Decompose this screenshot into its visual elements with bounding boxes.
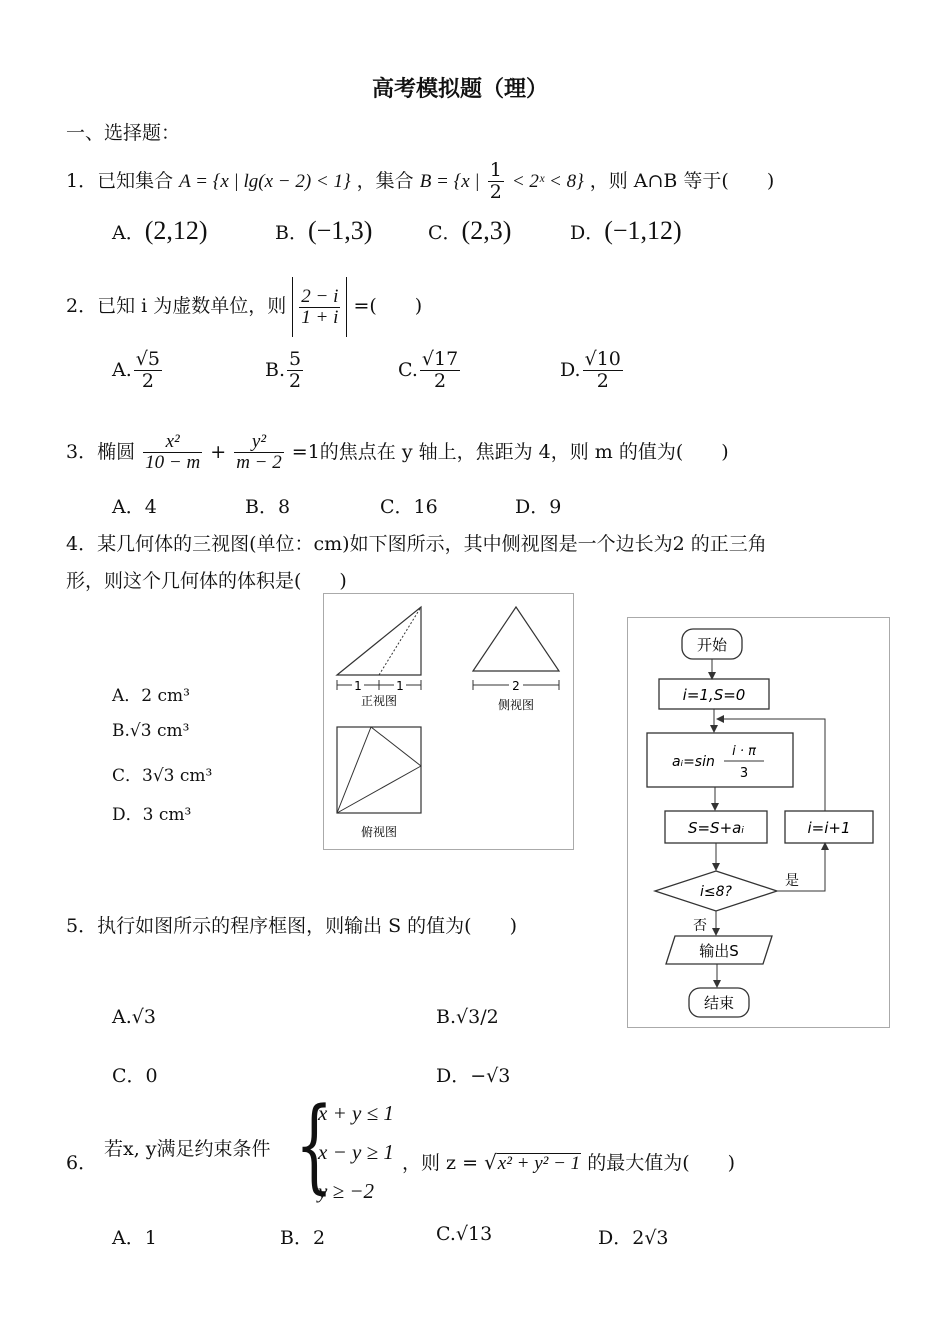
side-view-label: 侧视图: [497, 698, 535, 712]
q2-tail: =( ): [353, 295, 423, 317]
q2-prefix: 2．已知 i 为虚数单位，则: [66, 295, 287, 317]
section-heading: 一、选择题：: [66, 122, 181, 144]
q1-set-b-left: B = {x |: [419, 171, 480, 192]
q1-option-d[interactable]: D．(−1,12): [570, 216, 682, 245]
q1-option-b-value: (−1,3): [307, 216, 373, 245]
front-dim-1: 1: [354, 679, 362, 693]
q6-prefix: 若x, y满足约束条件: [104, 1138, 271, 1160]
q6-option-b[interactable]: B．2: [280, 1227, 326, 1249]
flow-yes-label: 是: [785, 873, 799, 889]
q2-option-c[interactable]: C. $\frac{√17}{2}$: [398, 348, 459, 392]
flow-calc-denominator: 3: [739, 766, 749, 781]
q6-tail: 的最大值为( ): [587, 1152, 736, 1174]
q5-option-d[interactable]: D．−√3: [436, 1065, 511, 1087]
flow-init-label: i=1,S=0: [682, 686, 746, 704]
question-1: [66, 160, 774, 203]
three-view-figure: [323, 593, 574, 850]
question-3: 3．椭圆 $\frac{\text{x²}}{10 - m}$ + $\frac{\text{y²}}{m - 2}$ =1的焦点在 y 轴上，焦距为 4，则 m 的值为( ): [66, 431, 729, 474]
flowchart-figure: [627, 617, 890, 1028]
q1-tail: ，则 A∩B 等于( ): [589, 170, 775, 192]
q4-option-c[interactable]: C．3√3 cm³: [112, 766, 213, 786]
q4-option-a[interactable]: A．2 cm³: [112, 686, 190, 706]
q6-constraint-3: y ≥ −2: [318, 1179, 375, 1203]
q1-option-c[interactable]: C．(2,3): [428, 216, 512, 245]
page-title: 高考模拟题（理）: [372, 76, 549, 102]
q3-option-c[interactable]: C．16: [380, 496, 438, 518]
front-dim-2: 1: [396, 679, 404, 693]
question-2: [66, 276, 422, 337]
flow-incr-label: i=i+1: [807, 819, 851, 837]
q5-option-a[interactable]: A.√3: [112, 1006, 156, 1028]
q1-mid: ，集合: [356, 170, 414, 192]
flow-decision-label: i≤8?: [700, 884, 732, 900]
q3-prefix: 3．椭圆: [66, 441, 136, 463]
q1-fraction: $\frac{1}{2}$: [489, 159, 502, 204]
q6-option-c[interactable]: C.√13: [436, 1223, 493, 1245]
flow-end-label: 结束: [703, 994, 735, 1012]
front-view-label: 正视图: [360, 694, 398, 708]
q6-option-a[interactable]: A．1: [112, 1227, 157, 1249]
flow-output-label: 输出S: [699, 942, 739, 960]
q3-option-d[interactable]: D．9: [515, 496, 562, 518]
q1-option-a[interactable]: A．(2,12): [112, 216, 208, 245]
q6-expression: [402, 1148, 735, 1175]
flow-start-label: 开始: [696, 636, 728, 654]
q5-option-b[interactable]: B.√3/2: [436, 1006, 499, 1028]
q5-text: 5．执行如图所示的程序框图，则输出 S 的值为( ): [66, 915, 518, 937]
q6-number: 6．: [66, 1152, 98, 1174]
q4-line1: 4．某几何体的三视图(单位：cm)如下图所示，其中侧视图是一个边长为2 的正三角: [66, 533, 767, 555]
q2-abs-value: $\frac{2 - i}{1 + i}$: [292, 277, 347, 337]
q6-constraint-2: x − y ≥ 1: [318, 1140, 394, 1164]
q6-mid: ，则 z =: [402, 1152, 479, 1174]
q6-sqrt: √x² + y² − 1: [484, 1150, 581, 1174]
q1-option-c-value: (2,3): [461, 216, 512, 245]
q1-set-a: A = {x | lg(x − 2) < 1}: [179, 171, 351, 192]
q6-brace: {: [295, 1086, 334, 1206]
flow-accum-label: S=S+aᵢ: [687, 819, 745, 837]
flow-no-label: 否: [693, 918, 707, 934]
flow-calc-numerator: i · π: [732, 744, 756, 759]
q1-prefix: 1．已知集合: [66, 170, 174, 192]
q5-option-c[interactable]: C．0: [112, 1065, 158, 1087]
top-view-label: 俯视图: [360, 825, 398, 839]
q4-line2: 形，则这个几何体的体积是( ): [66, 570, 347, 592]
q2-option-b[interactable]: B. $\frac{5}{2}$: [265, 348, 302, 392]
q2-option-d[interactable]: D. $\frac{√10}{2}$: [560, 348, 621, 392]
q3-tail: =1的焦点在 y 轴上，焦距为 4，则 m 的值为( ): [291, 441, 729, 463]
q6-option-d[interactable]: D．2√3: [598, 1227, 669, 1249]
q1-option-d-value: (−1,12): [604, 216, 682, 245]
side-dim: 2: [512, 679, 520, 693]
q1-option-b[interactable]: B．(−1,3): [275, 216, 373, 245]
q3-option-a[interactable]: A．4: [112, 496, 157, 518]
flow-calc-left: aᵢ=sin: [672, 754, 715, 770]
q4-option-d[interactable]: D．3 cm³: [112, 805, 192, 825]
q6-constraints: [318, 1094, 394, 1211]
q2-option-a[interactable]: A. $\frac{√5}{2}$: [112, 348, 160, 392]
q1-option-a-value: (2,12): [144, 216, 208, 245]
q6-constraint-1: x + y ≤ 1: [318, 1101, 394, 1125]
q4-option-b[interactable]: B.√3 cm³: [112, 721, 190, 741]
q1-set-b-right: < 2ˣ < 8}: [511, 171, 584, 192]
q3-option-b[interactable]: B．8: [245, 496, 291, 518]
